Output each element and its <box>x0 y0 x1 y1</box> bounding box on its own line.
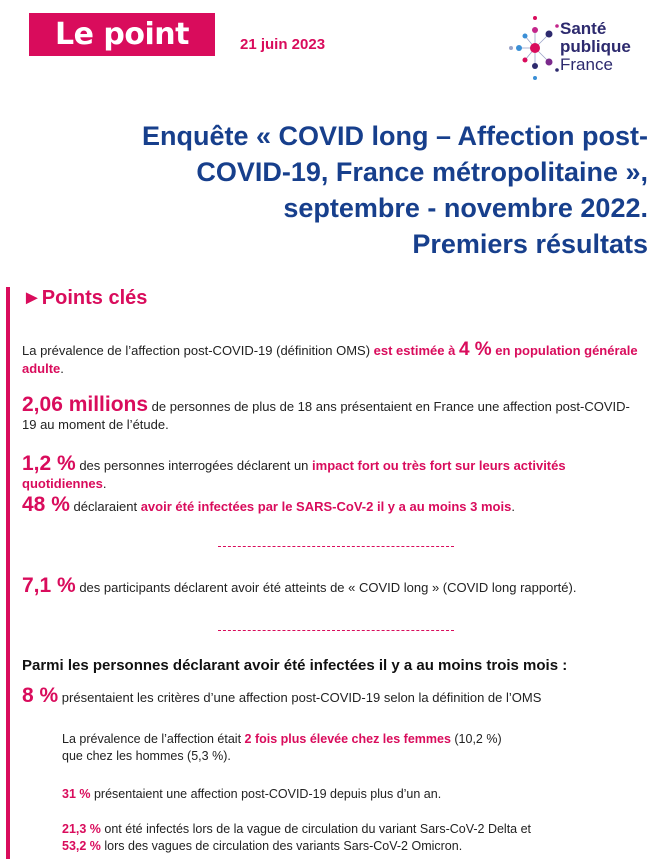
highlight-span: 2 fois plus élevée chez les femmes <box>244 732 451 746</box>
key-point-millions <box>22 393 642 434</box>
key-point-oms-criteria <box>22 684 642 707</box>
text-span: ont été infectés lors de la vague de circulation du variant Sars-CoV-2 Delta et <box>100 822 532 836</box>
text-span: . <box>102 476 107 491</box>
document-title <box>48 118 648 262</box>
text-span: La prévalence de l’affection était <box>62 732 245 746</box>
detail-over-one-year <box>62 786 622 803</box>
highlight-span: impact fort ou très fort sur leurs activités quotidiennes <box>22 458 566 491</box>
big-figure: 4 % <box>458 339 492 360</box>
highlight-span: avoir été infectées par le SARS-CoV-2 il y a au moins 3 mois <box>140 499 512 514</box>
logo-text-publique: publique <box>560 37 631 56</box>
key-point-covid-long <box>22 574 642 597</box>
logo-text-france: France <box>560 55 613 74</box>
le-point-sur-banner: Le point sur <box>29 13 215 56</box>
section-sidebar-rule <box>6 287 10 859</box>
big-figure: 7,1 % <box>22 574 76 597</box>
text-span: présentaient les critères d’une affection post-COVID-19 selon la définition de l’OMS <box>58 690 542 705</box>
big-figure: 48 % <box>22 493 70 516</box>
dashed-separator <box>218 630 454 631</box>
title-line: septembre - novembre 2022. <box>283 193 648 223</box>
big-figure: 1,2 % <box>22 452 76 475</box>
text-span: présentaient une affection post-COVID-19 depuis plus d’un an. <box>90 787 442 801</box>
text-span: lors des vagues de circulation des variants Sars-CoV-2 Omicron. <box>100 839 463 853</box>
key-point-impact <box>22 452 642 493</box>
title-line: Enquête « COVID long – Affection post- <box>141 121 648 151</box>
dashed-separator <box>218 546 454 547</box>
text-span: . <box>60 361 64 376</box>
logo-dots-icon <box>505 8 561 84</box>
logo-text-sante: Santé <box>560 19 607 38</box>
text-span: des participants déclarent avoir été atteints de « COVID long » (COVID long rapporté). <box>75 580 577 595</box>
infected-subheading: Parmi les personnes déclarant avoir été infectées il y a au moins trois mois : <box>22 657 568 674</box>
text-span: des personnes interrogées déclarent un <box>75 458 313 473</box>
text-span: . <box>511 499 515 514</box>
highlight-span: 21,3 % <box>62 822 101 836</box>
detail-women-men <box>62 731 622 765</box>
text-span: (10,2 %) <box>450 732 502 746</box>
detail-variants <box>62 821 622 855</box>
key-point-prevalence <box>22 341 642 378</box>
section-heading: ►Points clés <box>22 287 148 309</box>
highlight-span: en population générale adulte <box>22 343 638 376</box>
big-figure: 2,06 millions <box>22 393 149 416</box>
highlight-span: est estimée à <box>373 343 459 358</box>
text-span: de personnes de plus de 18 ans présentaient en France une affection post-COVID-19 au moment de l’étude. <box>22 399 630 432</box>
highlight-span: 53,2 % <box>62 839 101 853</box>
sante-publique-france-logo <box>505 8 645 84</box>
key-point-infected <box>22 493 642 516</box>
text-span: La prévalence de l’affection post-COVID-19 (définition OMS) <box>22 343 374 358</box>
highlight-span: 31 % <box>62 787 91 801</box>
title-line: Premiers résultats <box>412 229 648 259</box>
big-figure: 8 % <box>22 684 59 707</box>
publication-date: 21 juin 2023 <box>240 36 326 53</box>
title-line: COVID-19, France métropolitaine », <box>196 157 648 187</box>
text-span: déclaraient <box>69 499 141 514</box>
text-span: que chez les hommes (5,3 %). <box>62 749 231 763</box>
